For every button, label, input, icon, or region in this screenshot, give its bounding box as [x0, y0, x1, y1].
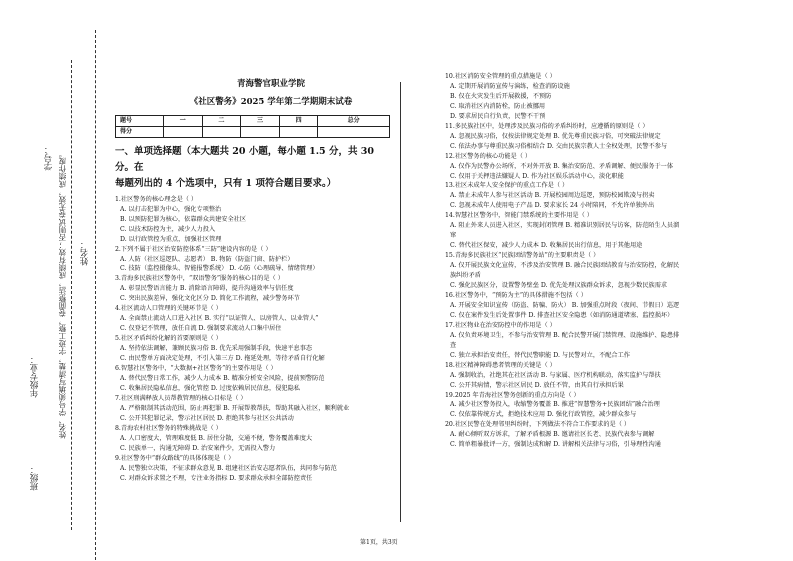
page-footer: 第1页，共3页 [360, 539, 398, 546]
question-option: D. 要求居民自行负责，民警不干预 [450, 112, 546, 120]
question-stem: 16.社区警务中，“预防为主”的具体措施不包括（ ） [445, 291, 587, 299]
question-stem: 14.智慧社区警务中，智能门禁系统的主要作用是（ ） [445, 212, 593, 220]
score-table-score-row [116, 126, 390, 137]
question-stem: 17.社区物业在治安防控中的作用是（ ） [445, 321, 556, 329]
score-cell: 四 [279, 115, 318, 126]
binding-cut-line [95, 30, 96, 560]
school-name: 青海警官职业学院 [236, 79, 305, 89]
left-column [115, 70, 387, 483]
name-label: 姓名： [80, 240, 90, 266]
question-option: C. 由民警单方面决定处理，不引入第三方 D. 拖延处理，等待矛盾自行化解 [120, 355, 325, 363]
question-option: A. 替代民警日常工作，减少人力成本 B. 精准分析安全风险，提前预警防范 [120, 374, 325, 382]
class-label: 班级： [30, 465, 40, 491]
question-stem: 12.社区警务的核心功能是（ ） [445, 152, 532, 160]
question-option: A. 阻止外来人员进入社区，实现封闭管理 B. 精准识别居民与访客，防范陌生人员溜 [450, 222, 680, 230]
question-option: 窜 [450, 232, 457, 240]
question-option: C. 取消社区内消防栓，防止被挪用 [450, 102, 546, 110]
question-stem: 13.社区未成年人安全保护的重点工作是（ ） [445, 182, 569, 190]
question-option: C. 仅依靠传统方式，拒绝技术应用 D. 强化行政管控，减少群众参与 [450, 411, 637, 419]
score-cell: 二 [202, 115, 241, 126]
question-option: C. 仅用于关押违法嫌疑人 D. 作为社区娱乐活动中心，淡化职能 [450, 172, 624, 180]
question-option: C. 依法办事与尊重民族习俗相结合 D. 交由民族宗教人士全权处理，民警不参与 [450, 142, 668, 150]
binding-notice: 姓名、学号须填写清楚，字迹工整，卷面整洁，成绩有效；否则试卷无效，成绩作废。 [58, 150, 67, 439]
question-option: A. 民警独立决策，不征求群众意见 B. 组建社区治安志愿者队伍，共同参与防范 [120, 464, 337, 472]
question-option: B. 仅在火灾发生后开展救援，不预防 [450, 92, 552, 100]
exam-title: 《社区警务》2025 学年第二学期期末试卷 [189, 96, 353, 107]
section-title-line: 一、单项选择题（本大题共 20 小题，每小题 1.5 分，共 30 分。在 [115, 145, 375, 173]
question-stem: 7.社区刑满释放人员帮教管理的核心目标是（ ） [115, 394, 247, 402]
score-cell[interactable] [279, 126, 318, 137]
question-option: A. 以打击犯罪为中心，强化专项整治 [120, 205, 222, 213]
section-title-line: 每题列出的 4 个选项中，只有 1 项符合题目要求。） [115, 177, 337, 189]
question-option: C. 公开其犯罪记录，警示社区居民 D. 拒绝其参与社区公共活动 [120, 414, 294, 422]
question-stem: 18.社区精神障碍患者管理的关键是（ ） [445, 361, 556, 369]
score-cell: 一 [164, 115, 203, 126]
question-stem: 15.青海多民族社区“民族团结警务站”的主要职责是（ ） [445, 252, 600, 260]
student-id-label: 学号： [44, 145, 54, 171]
question-option: A. 强制收治，社绝其在社区活动 B. 与家属、医疗机构联动，落实监护与帮扶 [450, 371, 661, 379]
score-cell[interactable] [241, 126, 280, 137]
question-option: A. 严格限制其活动范围，防止再犯罪 B. 开展帮教帮扶，帮助其融入社区，顺利就业 [120, 404, 350, 412]
question-stem: 5.社区矛盾纠纷化解的首要原则是（ ） [115, 335, 222, 343]
question-option: C. 忽视未成年人使用电子产品 D. 要求家长 24 小时陪同，不允许单独外出 [450, 202, 655, 210]
binding-line-inner [71, 60, 72, 530]
score-cell: 得分 [116, 126, 164, 137]
question-option: C. 公开其病情，警示社区居民 D. 放任不管，由其自行承担后果 [450, 381, 624, 389]
question-option: A. 仅作为民警办公场所，不对外开放 B. 集治安防范、矛盾调解、便民服务于一体 [450, 162, 674, 170]
question-stem: 1.社区警务的核心理念是（ ） [115, 195, 198, 203]
question-option: C. 以技术防控为主，减少人力投入 [120, 225, 216, 233]
question-option: A. 彰显民警语言能力 B. 消除语言障碍，提升沟通效率与信任度 [120, 285, 294, 293]
question-stem: 8.青海农村社区警务的特殊挑战是（ ） [115, 424, 222, 432]
question-option: A. 坚持依法调解，兼顾民族习俗 B. 优先采用强制手段，快速平息事态 [120, 345, 313, 353]
question-option: 族纠纷矛盾 [450, 272, 481, 280]
question-list-right [445, 72, 740, 450]
question-option: C. 替代社区保安，减少人力成本 D. 收集居民出行信息，用于其他用途 [450, 242, 643, 250]
score-cell[interactable] [202, 126, 241, 137]
question-option: 查 [450, 341, 457, 349]
question-stem: 20.社区民警在处理邻里纠纷时，下列做法不符合工作要求的是（ ） [445, 421, 631, 429]
question-option: A. 开展安全知识宣传（防盗、防骗、防火） B. 加强重点时段（夜间、节假日）巡逻 [450, 301, 680, 309]
question-option: C. 民族单一，沟通无障碍 D. 治安案件少，无需投入警力 [120, 444, 276, 452]
score-cell: 题号 [116, 115, 164, 126]
question-option: C. 收集居民隐私信息，强化管控 D. 过度依赖居民信息，侵犯隐私 [120, 384, 300, 392]
question-option: A. 全面禁止流动人口进入社区 B. 实行“以证管人、以房管人、以业管人” [120, 315, 319, 323]
score-cell[interactable] [164, 126, 203, 137]
question-list-left [115, 195, 387, 484]
question-stem: 19.2025 年青海社区警务创新的重点方向是（ ） [445, 391, 580, 399]
question-stem: 6.智慧社区警务中，“大数据+社区警务”的主要作用是（ ） [115, 365, 277, 373]
column-divider [400, 82, 401, 522]
question-stem: 3.青海多民族社区警务中，“双语警务”服务的核心目的是（ ） [115, 275, 284, 283]
question-option: C. 技防（监控摄像头、智能报警系统） D. 心防（心理疏导、情绪管理） [120, 265, 319, 273]
question-option: A. 忽视民族习俗，仅按法律规定处理 B. 优先尊重民族习俗，可突破法律规定 [450, 132, 661, 140]
question-stem: 4.社区流动人口管理的关键环节是（ ） [115, 305, 222, 313]
question-stem: 11.多民族社区中，处理涉及民族习俗的矛盾纠纷时，应遵循的原则是（ ） [445, 122, 649, 130]
question-stem: 9.社区警务中“群众路线”的具体体现是（ ） [115, 454, 235, 462]
question-option: C. 对群众诉求置之不理，专注业务指标 D. 要求群众承担全部防控责任 [120, 474, 313, 482]
score-cell: 三 [241, 115, 280, 126]
question-option: A. 仅负责环境卫生，不参与治安管理 B. 配合民警开展门禁管理、设施维护、隐患排 [450, 331, 680, 339]
question-option: C. 简单粗暴批评一方，强制达成和解 D. 讲解相关法律与习俗，引导理性沟通 [450, 441, 661, 449]
score-table-header-row [116, 115, 390, 126]
score-cell: 总分 [318, 115, 390, 126]
question-stem: 2.下列不属于社区治安防控体系“三防”建设内容的是（ ） [115, 245, 272, 253]
question-option: A. 人防（社区巡逻队、志愿者） B. 物防（防盗门窗、防护栏） [120, 255, 294, 263]
major-label: 年级专业： [30, 355, 40, 398]
question-option: A. 定期开展消防宣传与演练，检查消防设施 [450, 82, 570, 90]
section-title [115, 144, 387, 192]
binding-strip [0, 0, 110, 561]
question-option: A. 禁止未成年人参与社区活动 B. 开展校园周边巡逻，预防校园欺凌与拐卖 [450, 192, 655, 200]
question-option: D. 以行政管控为重点，加强社区管理 [120, 235, 222, 243]
question-option: C. 仅登记不管理，放任自流 D. 强制要求流动人口集中居住 [120, 325, 282, 333]
question-option: A. 仅开展民族文化宣传，不涉及治安管理 B. 融合民族团结教育与治安防控，化解民 [450, 262, 680, 270]
question-option: B. 以预防犯罪为核心，依靠群众共建安全社区 [120, 215, 247, 223]
question-option: C. 突出民族差异，强化文化区分 D. 简化工作流程，减少警务环节 [120, 295, 300, 303]
question-option: A. 减少社区警务投入，收缩警务覆盖 B. 推进“智慧警务+民族团结”融合治理 [450, 401, 660, 409]
question-option: C. 独立承担治安责任，替代民警职能 D. 与民警对立，不配合工作 [450, 351, 630, 359]
question-option: C. 强化民族区分，设置警务壁垒 D. 优先处理汉族群众诉求，忽视少数民族需求 [450, 282, 668, 290]
score-cell[interactable] [318, 126, 390, 137]
question-stem: 10.社区消防安全管理的重点措施是（ ） [445, 73, 556, 80]
question-option: A. 人口密度大，管理难度低 B. 居住分散，交通不便，警务覆盖难度大 [120, 434, 313, 442]
question-option: C. 仅在案件发生后处置事件 D. 排查社区安全隐患（如消防通道堵塞、监控损坏） [450, 311, 674, 319]
question-option: A. 耐心倾听双方诉求，了解矛盾根源 B. 邀请社区长老、民族代表参与调解 [450, 431, 655, 439]
score-table [115, 115, 390, 138]
right-column [445, 72, 740, 450]
